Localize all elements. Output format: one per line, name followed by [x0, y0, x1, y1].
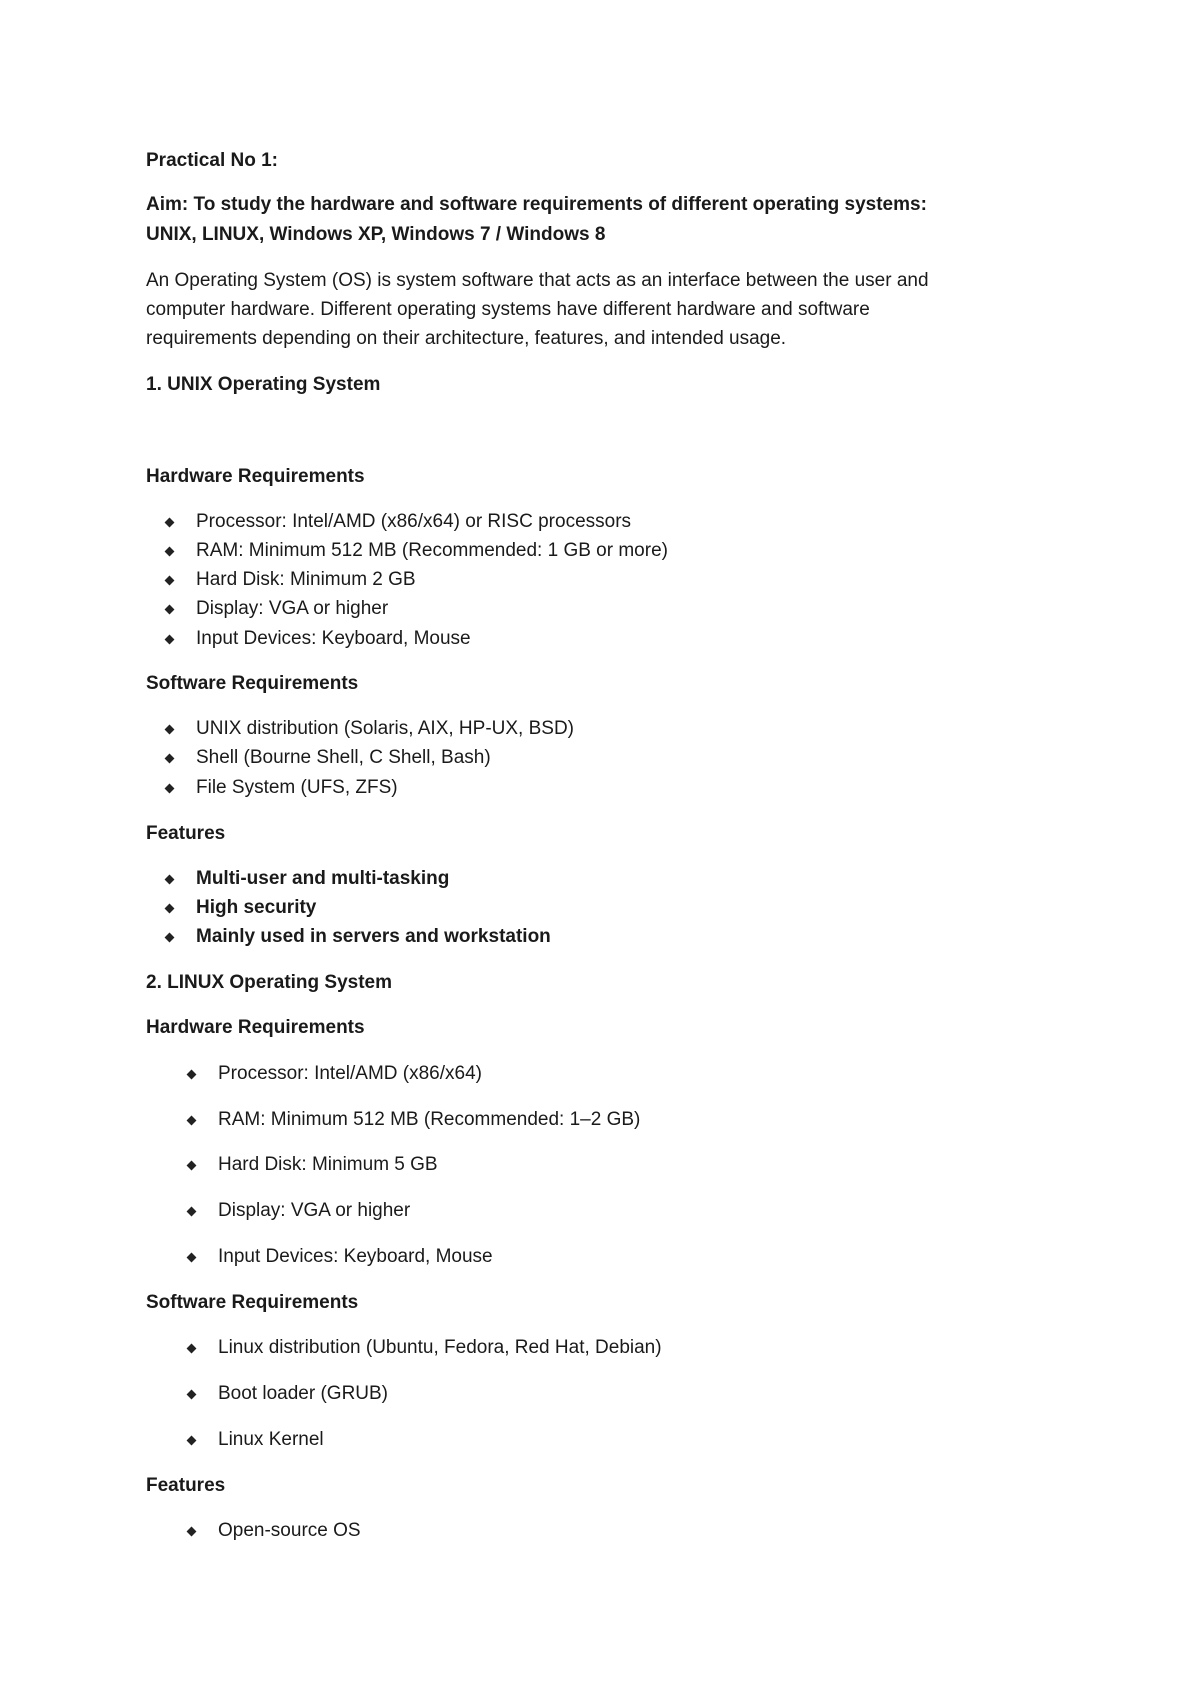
- document-title: Practical No 1:: [146, 150, 278, 171]
- list-item-text: High security: [196, 897, 317, 918]
- bullet-icon: [165, 754, 175, 764]
- intro-line-1: An Operating System (OS) is system software that acts as an interface between the user and: [146, 270, 929, 291]
- list-item-text: RAM: Minimum 512 MB (Recommended: 1–2 GB): [218, 1109, 641, 1130]
- bullet-icon: [187, 1161, 197, 1171]
- unix-heading: 1. UNIX Operating System: [146, 374, 381, 395]
- list-item-text: UNIX distribution (Solaris, AIX, HP-UX, BSD): [196, 718, 574, 739]
- bullet-icon: [187, 1116, 197, 1126]
- bullet-icon: [165, 725, 175, 735]
- list-item-text: Hard Disk: Minimum 5 GB: [218, 1154, 438, 1175]
- bullet-icon: [187, 1527, 197, 1537]
- linux-heading: 2. LINUX Operating System: [146, 972, 393, 993]
- bullet-icon: [165, 518, 175, 528]
- aim-line-2: UNIX, LINUX, Windows XP, Windows 7 / Windows 8: [146, 224, 606, 245]
- list-item-text: Linux Kernel: [218, 1429, 324, 1450]
- unix-software-heading: Software Requirements: [146, 673, 359, 694]
- list-item-text: Processor: Intel/AMD (x86/x64): [218, 1063, 482, 1084]
- intro-line-2: computer hardware. Different operating systems have different hardware and software: [146, 299, 870, 320]
- aim-line-1: Aim: To study the hardware and software requirements of different operating systems:: [146, 194, 927, 215]
- bullet-icon: [165, 576, 175, 586]
- bullet-icon: [187, 1253, 197, 1263]
- bullet-icon: [165, 605, 175, 615]
- bullet-icon: [187, 1344, 197, 1354]
- bullet-icon: [187, 1436, 197, 1446]
- unix-features-heading: Features: [146, 823, 226, 844]
- list-item-text: File System (UFS, ZFS): [196, 777, 398, 798]
- bullet-icon: [187, 1070, 197, 1080]
- bullet-icon: [165, 904, 175, 914]
- bullet-icon: [165, 635, 175, 645]
- list-item-text: Display: VGA or higher: [196, 598, 389, 619]
- linux-features-heading: Features: [146, 1475, 226, 1496]
- bullet-icon: [165, 784, 175, 794]
- list-item-text: Boot loader (GRUB): [218, 1383, 389, 1404]
- linux-hardware-heading: Hardware Requirements: [146, 1017, 365, 1038]
- bullet-icon: [165, 933, 175, 943]
- list-item-text: Mainly used in servers and workstation: [196, 926, 551, 947]
- list-item-text: Input Devices: Keyboard, Mouse: [196, 628, 471, 649]
- list-item-text: Multi-user and multi-tasking: [196, 868, 450, 889]
- intro-line-3: requirements depending on their architecture, features, and intended usage.: [146, 328, 787, 349]
- bullet-icon: [165, 875, 175, 885]
- list-item-text: Shell (Bourne Shell, C Shell, Bash): [196, 747, 491, 768]
- list-item-text: Open-source OS: [218, 1520, 361, 1541]
- linux-software-heading: Software Requirements: [146, 1292, 359, 1313]
- list-item-text: Input Devices: Keyboard, Mouse: [218, 1246, 493, 1267]
- list-item-text: Hard Disk: Minimum 2 GB: [196, 569, 416, 590]
- list-item-text: Linux distribution (Ubuntu, Fedora, Red Hat, Debian): [218, 1337, 662, 1358]
- bullet-icon: [165, 547, 175, 557]
- bullet-icon: [187, 1207, 197, 1217]
- bullet-icon: [187, 1390, 197, 1400]
- list-item-text: Processor: Intel/AMD (x86/x64) or RISC processors: [196, 511, 632, 532]
- list-item-text: Display: VGA or higher: [218, 1200, 411, 1221]
- list-item-text: RAM: Minimum 512 MB (Recommended: 1 GB or more): [196, 540, 668, 561]
- unix-hardware-heading: Hardware Requirements: [146, 466, 365, 487]
